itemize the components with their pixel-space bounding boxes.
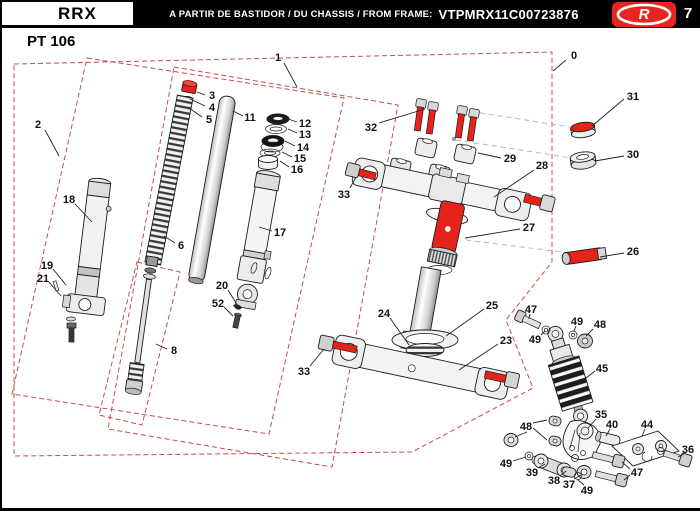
callout-24: 24 [377,308,391,320]
leader-line-48 [533,420,547,423]
callout-6: 6 [177,240,185,252]
callout-31: 31 [626,91,640,103]
callout-17: 17 [273,227,287,239]
logo-letter: R [638,6,650,23]
shock-nut [578,334,593,348]
shock-washer [569,331,577,339]
callout-36: 36 [681,444,695,456]
callout-21: 21 [36,273,50,285]
callout-30: 30 [626,149,640,161]
callout-45: 45 [595,363,609,375]
callout-11: 11 [244,112,256,124]
callout-1: 1 [274,52,282,64]
leader-line-52 [224,307,233,316]
brand-model: RRX [58,3,97,23]
leader-line-30 [595,156,624,161]
callout-28: 28 [535,160,549,172]
callout-0: 0 [570,50,578,62]
callout-25: 25 [485,300,499,312]
frame-number: VTPMRX11C00723876 [438,6,579,22]
callout-52: 52 [211,298,225,310]
shock-washer-hole [571,333,574,336]
leader-line-11 [233,111,243,116]
leader-line-1 [284,63,297,87]
riser-bolts [412,98,479,141]
leader-line-2 [45,130,59,156]
callout-47: 47 [630,467,644,479]
oil-seal-stack [259,114,290,170]
callout-49: 49 [580,485,594,497]
callout-39: 39 [525,467,539,479]
axle-bolt [67,323,76,342]
callout-48: 48 [519,421,533,433]
callout-4: 4 [208,102,216,114]
callout-33: 33 [297,366,311,378]
callout-20: 20 [215,280,229,292]
callout-13: 13 [298,129,312,141]
callout-49: 49 [570,316,584,328]
leader-line-14 [285,141,295,146]
callout-19: 19 [40,260,54,272]
callout-33: 33 [337,189,351,201]
leader-line-3 [197,92,205,95]
callout-26: 26 [626,246,640,258]
leader-line-49 [541,331,545,335]
clip-screw [232,313,242,329]
callout-44: 44 [640,419,654,431]
callout-49: 49 [499,458,513,470]
damper-rod [125,256,160,396]
leader-line-31 [592,99,624,126]
callout-18: 18 [62,194,76,206]
page-number: 7 [683,5,693,22]
callout-14: 14 [296,142,310,154]
steering-cap [570,121,596,139]
steering-nut [570,150,597,170]
linkage-bushings [504,415,562,464]
callout-23: 23 [499,335,513,347]
steering-bush [561,247,606,265]
callout-5: 5 [205,114,213,126]
leader-line-49 [513,457,526,461]
callout-49: 49 [528,334,542,346]
leader-line-12 [288,119,297,122]
fork-outer-tube [232,169,285,311]
fork-cap [181,80,197,94]
axle-washer [67,317,76,321]
leader-line-20 [228,290,238,306]
callout-2: 2 [34,119,42,131]
callout-16: 16 [290,164,304,176]
linkage-washer [525,452,533,460]
callout-12: 12 [298,118,312,130]
callout-27: 27 [522,222,536,234]
leader-line-0 [553,60,566,71]
leader-line-23 [459,344,498,370]
leader-line-33 [310,349,324,366]
steering-stem-assembly [392,200,469,356]
callout-15: 15 [293,153,307,165]
callout-29: 29 [503,153,517,165]
callout-3: 3 [208,90,216,102]
callout-38: 38 [547,475,561,487]
leader-line-45 [586,371,595,378]
leader-line-5 [189,108,202,117]
callout-32: 32 [364,122,378,134]
leader-line-25 [446,309,484,336]
page-title: PT 106 [27,33,76,50]
callout-35: 35 [594,409,608,421]
leader-line-27 [465,229,520,238]
steering-bearing-inner [406,334,444,345]
callout-47: 47 [524,304,538,316]
callout-37: 37 [562,479,576,491]
leader-line-29 [478,153,501,158]
leader-line-48 [533,428,547,440]
leader-line-16 [280,161,289,167]
notice-text: A PARTIR DE BASTIDOR / DU CHASSIS / FROM FRAME: [169,8,433,20]
callout-48: 48 [593,319,607,331]
leader-line-15 [282,152,292,157]
callout-8: 8 [170,345,178,357]
leader-line-13 [288,129,297,133]
callout-40: 40 [605,419,619,431]
